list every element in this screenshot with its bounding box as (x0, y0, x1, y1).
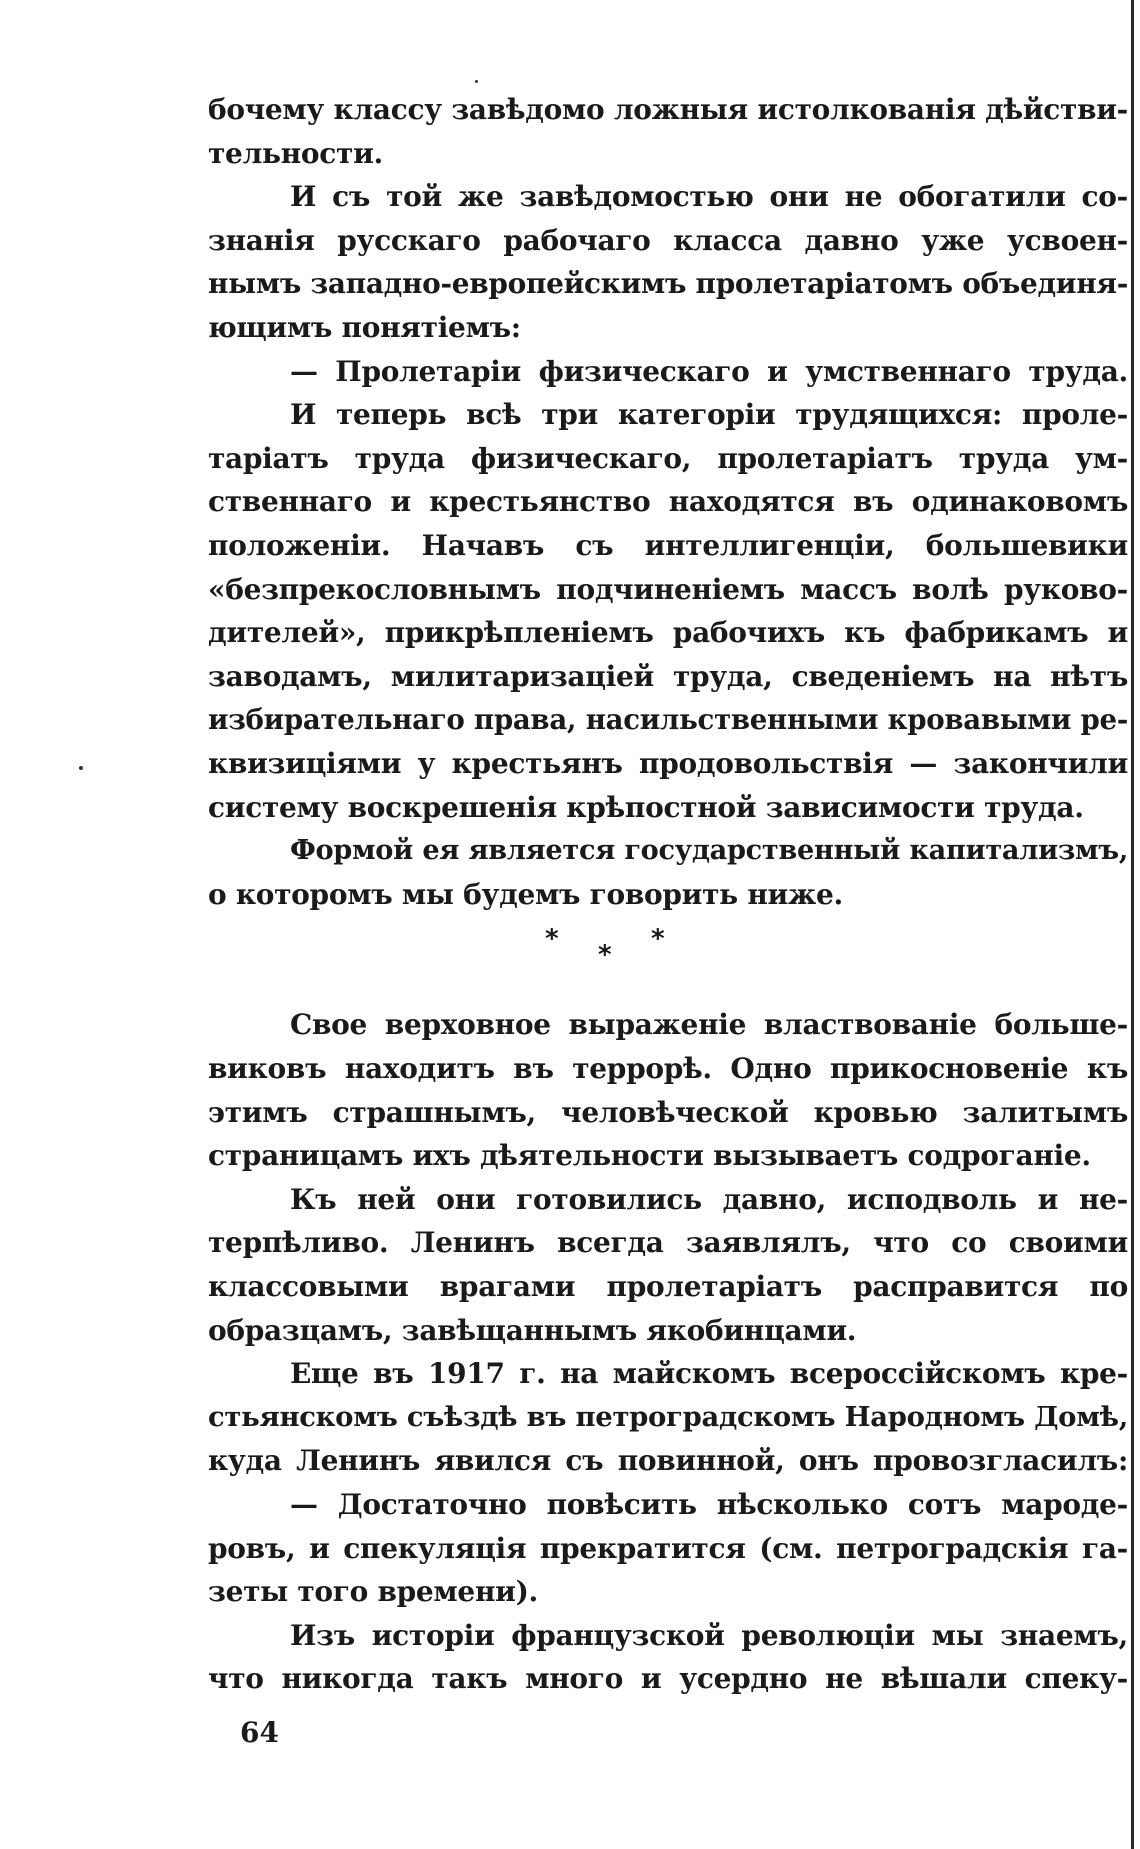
text-line: — Достаточно повѣсить нѣсколько сотъ мародe- (290, 1488, 1128, 1521)
section-separator (208, 916, 1128, 971)
text-line: И теперь всѣ три категоріи трудящихся: проле- (290, 398, 1128, 432)
page-edge-line (1131, 0, 1134, 1849)
text-line: ющимъ понятіемъ: (208, 310, 521, 344)
print-speck (475, 80, 478, 83)
text-line: классовыми врагами пролетаріатъ расправится по (208, 1270, 1128, 1304)
text-line: заводамъ, милитаризаціей труда, сведеніемъ на нѣтъ (208, 659, 1128, 693)
text-line: квизиціями у крестьянъ продовольствія — закончили (208, 746, 1128, 780)
text-line: систему воскрешенія крѣпостной зависимости труда. (208, 790, 1084, 824)
text-line: — Пролетаріи физическаго и умственнаго труда. (290, 354, 1128, 388)
text-line: знанія русскаго рабочаго класса давно уже усвоен- (208, 223, 1128, 257)
text-line: стьянскомъ съѣздѣ въ петроградскомъ Народномъ Домѣ, (208, 1400, 1128, 1433)
print-speck (79, 766, 83, 770)
body-text (208, 88, 1128, 1701)
text-line: бочему классу завѣдомо ложныя истолкованія дѣйстви- (208, 93, 1128, 126)
text-line: Формой ея является государственный капитализмъ, (290, 834, 1128, 867)
asterisk: * (598, 940, 612, 971)
text-line: образцамъ, завѣщаннымъ якобинцами. (208, 1313, 857, 1347)
page-number: 64 (240, 1716, 279, 1749)
text-line: зеты того времени). (208, 1575, 538, 1609)
text-line: И съ той же завѣдомостью они не обогатили со- (290, 180, 1128, 214)
text-line: Свое верховное выраженіе властвованіе больше- (290, 1008, 1128, 1042)
text-line: о которомъ мы будемъ говорить ниже. (208, 877, 843, 911)
text-line: ственнаго и крестьянство находятся въ одинаковомъ (208, 485, 1128, 519)
text-line: нымъ западно-европейскимъ пролетаріатомъ объединя- (208, 267, 1128, 301)
separator-spacer (208, 960, 1128, 1004)
text-line: куда Ленинъ явился съ повинной, онъ провозгласилъ: (208, 1444, 1128, 1478)
asterisk: * (545, 924, 559, 955)
text-line: ровъ, и спекуляція прекратится (см. петроградскія га- (208, 1531, 1128, 1565)
text-line: положеніи. Начавъ съ интеллигенціи, большевики (208, 528, 1128, 562)
asterisk: * (651, 924, 665, 955)
text-line: таріатъ труда физическаго, пролетаріатъ труда ум- (208, 441, 1128, 475)
text-line: тельности. (208, 136, 383, 170)
text-line: страницамъ ихъ дѣятельности вызываетъ содроганіе. (208, 1139, 1091, 1173)
text-line: Еще въ 1917 г. на майскомъ всероссійскомъ кре- (290, 1357, 1128, 1391)
text-line: «безпрекословнымъ подчиненіемъ массъ волѣ руково- (208, 572, 1128, 606)
text-line: избирательнаго права, насильственными кровавыми ре- (208, 703, 1128, 737)
text-line: терпѣливо. Ленинъ всегда заявлялъ, что со своими (208, 1226, 1128, 1260)
text-line: виковъ находитъ въ террорѣ. Одно прикосновеніе къ (208, 1052, 1128, 1086)
text-line: что никогда такъ много и усердно не вѣшали спеку- (208, 1662, 1128, 1696)
text-line: Къ ней они готовились давно, исподволь и не- (290, 1182, 1128, 1216)
text-line: дителей», прикрѣпленіемъ рабочихъ къ фабрикамъ и (208, 616, 1128, 650)
text-line: Изъ исторіи французской революціи мы знаемъ, (290, 1618, 1128, 1652)
text-line: этимъ страшнымъ, человѣческой кровью залитымъ (208, 1095, 1128, 1129)
